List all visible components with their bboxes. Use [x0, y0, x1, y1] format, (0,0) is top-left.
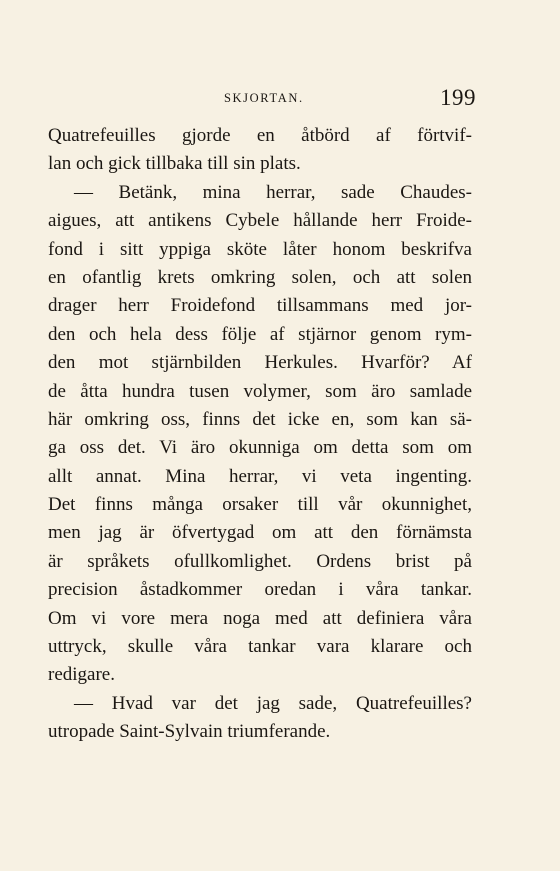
- text-line: redigare.: [48, 664, 115, 686]
- text-line: drager herr Froidefond tillsammans med jor-: [48, 295, 472, 317]
- text-line: utropade Saint-Sylvain triumferande.: [48, 721, 331, 743]
- body-text: [48, 122, 472, 747]
- text-line: den mot stjärnbilden Herkules. Hvarför? Af: [48, 352, 472, 374]
- text-line: aigues, att antikens Cybele hållande herr Froide-: [48, 210, 472, 232]
- text-line: — Betänk, mina herrar, sade Chaudes-: [74, 181, 472, 203]
- text-line: Quatrefeuilles gjorde en åtbörd af förtvif-: [48, 125, 472, 146]
- page-number: 199: [440, 85, 476, 110]
- text-line: är språkets ofullkomlighet. Ordens brist på: [48, 550, 472, 572]
- text-line: allt annat. Mina herrar, vi veta ingenting.: [48, 465, 472, 487]
- running-header: [48, 85, 476, 110]
- text-line: — Hvad var det jag sade, Quatrefeuilles?: [74, 692, 472, 714]
- text-line: ga oss det. Vi äro okunniga om detta som om: [48, 437, 472, 459]
- running-title: SKJORTAN.: [224, 91, 304, 105]
- text-line: fond i sitt yppiga sköte låter honom beskrifva: [48, 238, 472, 260]
- text-line: uttryck, skulle våra tankar vara klarare och: [48, 636, 472, 658]
- text-line: men jag är öfvertygad om att den förnämsta: [48, 522, 472, 544]
- text-line: här omkring oss, finns det icke en, som kan sä-: [48, 408, 472, 430]
- text-line: de åtta hundra tusen volymer, som äro samlade: [48, 380, 472, 402]
- text-line: lan och gick tillbaka till sin plats.: [48, 153, 301, 175]
- text-line: den och hela dess följe af stjärnor genom rym-: [48, 323, 472, 345]
- text-line: en ofantlig krets omkring solen, och att solen: [48, 266, 472, 288]
- text-line: Om vi vore mera noga med att definiera våra: [48, 607, 472, 629]
- text-line: Det finns många orsaker till vår okunnighet,: [48, 494, 472, 516]
- text-line: precision åstadkommer oredan i våra tankar.: [48, 579, 472, 601]
